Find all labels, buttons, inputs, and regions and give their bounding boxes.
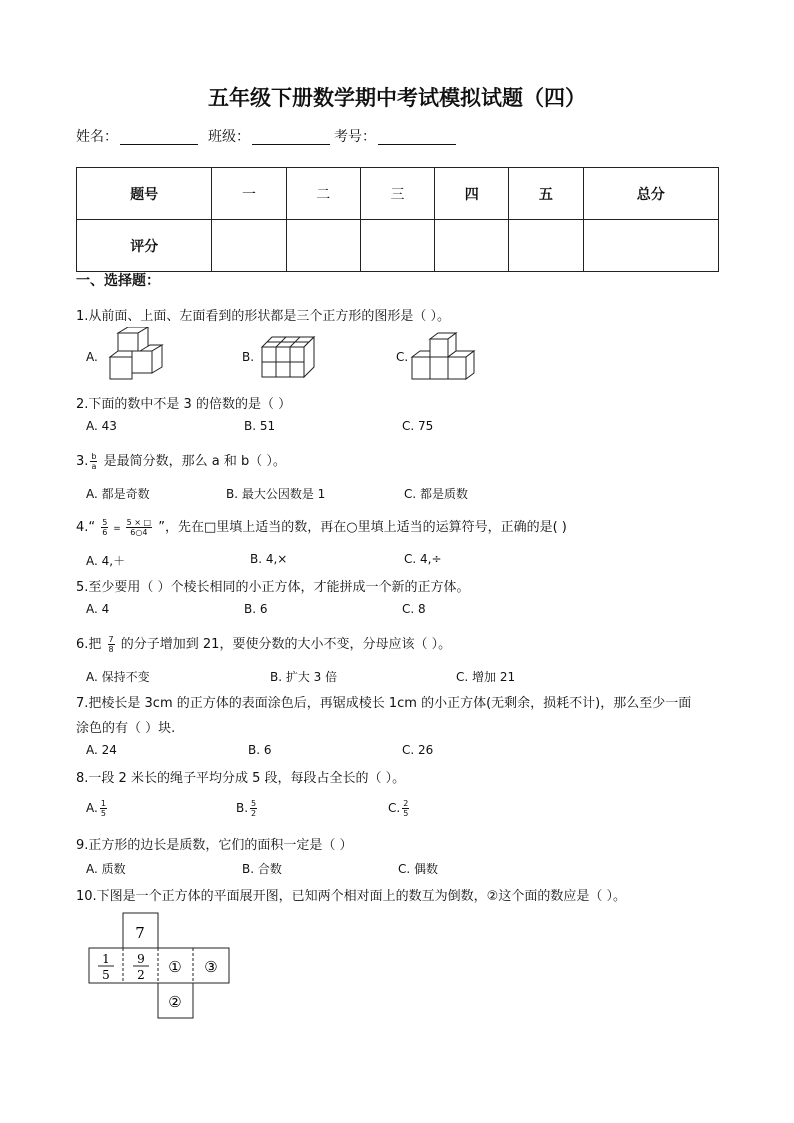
score-cell[interactable] [286,220,360,272]
name-label: 姓名： [76,129,118,145]
score-table-row [77,220,719,272]
net-face-frac2-den: 2 [137,968,145,982]
option-label: A. [86,801,98,815]
net-face-circled-3: ③ [204,958,218,976]
header-cell: 二 [286,168,360,220]
numerator: 7 [108,635,114,644]
numerator: 5 [102,518,108,527]
option-a: A. 质数 [86,862,126,876]
net-face-circled-2: ② [168,993,182,1011]
option-b: B. 6 [248,743,272,757]
header-cell: 总分 [583,168,718,220]
question-6 [76,633,451,654]
option-b: B. [242,350,255,364]
score-cell[interactable] [212,220,286,272]
option-b: B. 合数 [242,862,282,876]
q6-prefix: 6.把 [76,637,106,652]
option-label: C. [388,801,401,815]
fraction [402,799,409,818]
cube-net-figure [88,912,232,1020]
option-c: C. 增加 21 [456,670,516,684]
score-table-header [77,168,719,220]
exam-no-blank[interactable] [378,128,456,145]
question-3 [76,450,286,471]
option-b: B. 4,× [250,552,288,566]
equals-sign: = [110,524,124,534]
question-4 [76,516,567,537]
name-blank[interactable] [120,128,198,145]
net-face-circled-1: ① [168,958,182,976]
option-c: C. 75 [402,419,434,433]
q6-text: 的分子增加到 21，要使分数的大小不变，分母应该（ ）。 [116,637,452,652]
question-5: 5.至少要用（ ）个棱长相同的小正方体，才能拼成一个新的正方体。 [76,580,470,595]
numerator: 5 × □ [126,518,152,527]
option-a: A. [86,350,98,364]
numerator: 5 [251,799,257,808]
option-a [86,799,109,818]
option-a: A. 43 [86,419,117,433]
option-b: B. 扩大 3 倍 [270,670,338,684]
option-c: C. 偶数 [398,862,439,876]
numerator: 1 [100,799,106,808]
header-cell: 题号 [77,168,212,220]
section-heading: 一、选择题： [76,273,160,289]
net-face-frac2-num: 9 [137,952,145,966]
option-a: A. 4,＋ [86,554,126,568]
fraction [108,635,115,654]
question-10: 10.下图是一个正方体的平面展开图，已知两个相对面上的数互为倒数，②这个面的数应是（ ）。 [76,889,626,904]
net-face-frac1-den: 5 [102,968,110,982]
cube-figure-c [410,331,478,383]
option-b: B. 最大公因数是 1 [226,487,326,501]
question-7: 7.把棱长是 3cm 的正方体的表面涂色后，再锯成棱长 1cm 的小正方体(无剩余，损耗不计)，那么至少一面 [76,696,692,711]
score-cell[interactable] [509,220,583,272]
denominator: 6 [102,528,108,537]
q4-text: ”，先在□里填上适当的数，再在○里填上适当的运算符号，正确的是( ) [154,520,567,535]
exam-title: 五年级下册数学期中考试模拟试题（四） [208,85,586,110]
option-a: A. 保持不变 [86,670,150,684]
option-b [236,799,259,818]
denominator: 5 [100,809,106,818]
denominator: 6○4 [130,528,148,537]
q3-prefix: 3. [76,454,89,469]
option-c: C. [396,350,409,364]
score-cell[interactable] [583,220,718,272]
option-b: B. 51 [244,419,276,433]
header-cell: 五 [509,168,583,220]
row-label: 评分 [77,220,212,272]
numerator: b [91,452,97,461]
denominator: a [91,462,97,471]
exam-no-label: 考号： [334,129,376,145]
option-c: C. 8 [402,602,426,616]
option-a: A. 4 [86,602,110,616]
header-cell: 一 [212,168,286,220]
option-a: A. 都是奇数 [86,487,150,501]
denominator: 2 [251,809,257,818]
fraction [126,518,152,537]
class-blank[interactable] [252,128,330,145]
option-c: C. 都是质数 [404,487,469,501]
question-2: 2.下面的数中不是 3 的倍数的是（ ） [76,397,292,412]
cube-figure-b [258,335,316,379]
score-table [76,167,719,272]
denominator: 5 [403,809,409,818]
header-cell: 三 [360,168,434,220]
class-label: 班级： [208,129,250,145]
cube-figure-a [104,327,166,383]
student-info [76,126,460,146]
denominator: 8 [108,645,114,654]
option-b: B. 6 [244,602,268,616]
option-label: B. [236,801,249,815]
fraction [101,518,108,537]
score-cell[interactable] [360,220,434,272]
option-a: A. 24 [86,743,117,757]
fraction [250,799,257,818]
net-face-top: 7 [135,924,145,942]
option-c: C. 4,÷ [404,552,442,566]
fraction [90,452,97,471]
question-8: 8.一段 2 米长的绳子平均分成 5 段，每段占全长的（ ）。 [76,771,406,786]
q4-prefix: 4.“ [76,520,100,535]
option-c: C. 26 [402,743,434,757]
question-7-cont: 涂色的有（ ）块. [76,721,176,736]
header-cell: 四 [435,168,509,220]
question-1: 1.从前面、上面、左面看到的形状都是三个正方形的图形是（ ）。 [76,309,451,324]
question-9: 9.正方形的边长是质数，它们的面积一定是（ ） [76,838,353,853]
score-cell[interactable] [435,220,509,272]
numerator: 2 [403,799,409,808]
net-face-frac1-num: 1 [102,952,110,966]
option-c [388,799,411,818]
q3-text: 是最简分数，那么 a 和 b（ ）。 [99,454,286,469]
fraction [100,799,107,818]
